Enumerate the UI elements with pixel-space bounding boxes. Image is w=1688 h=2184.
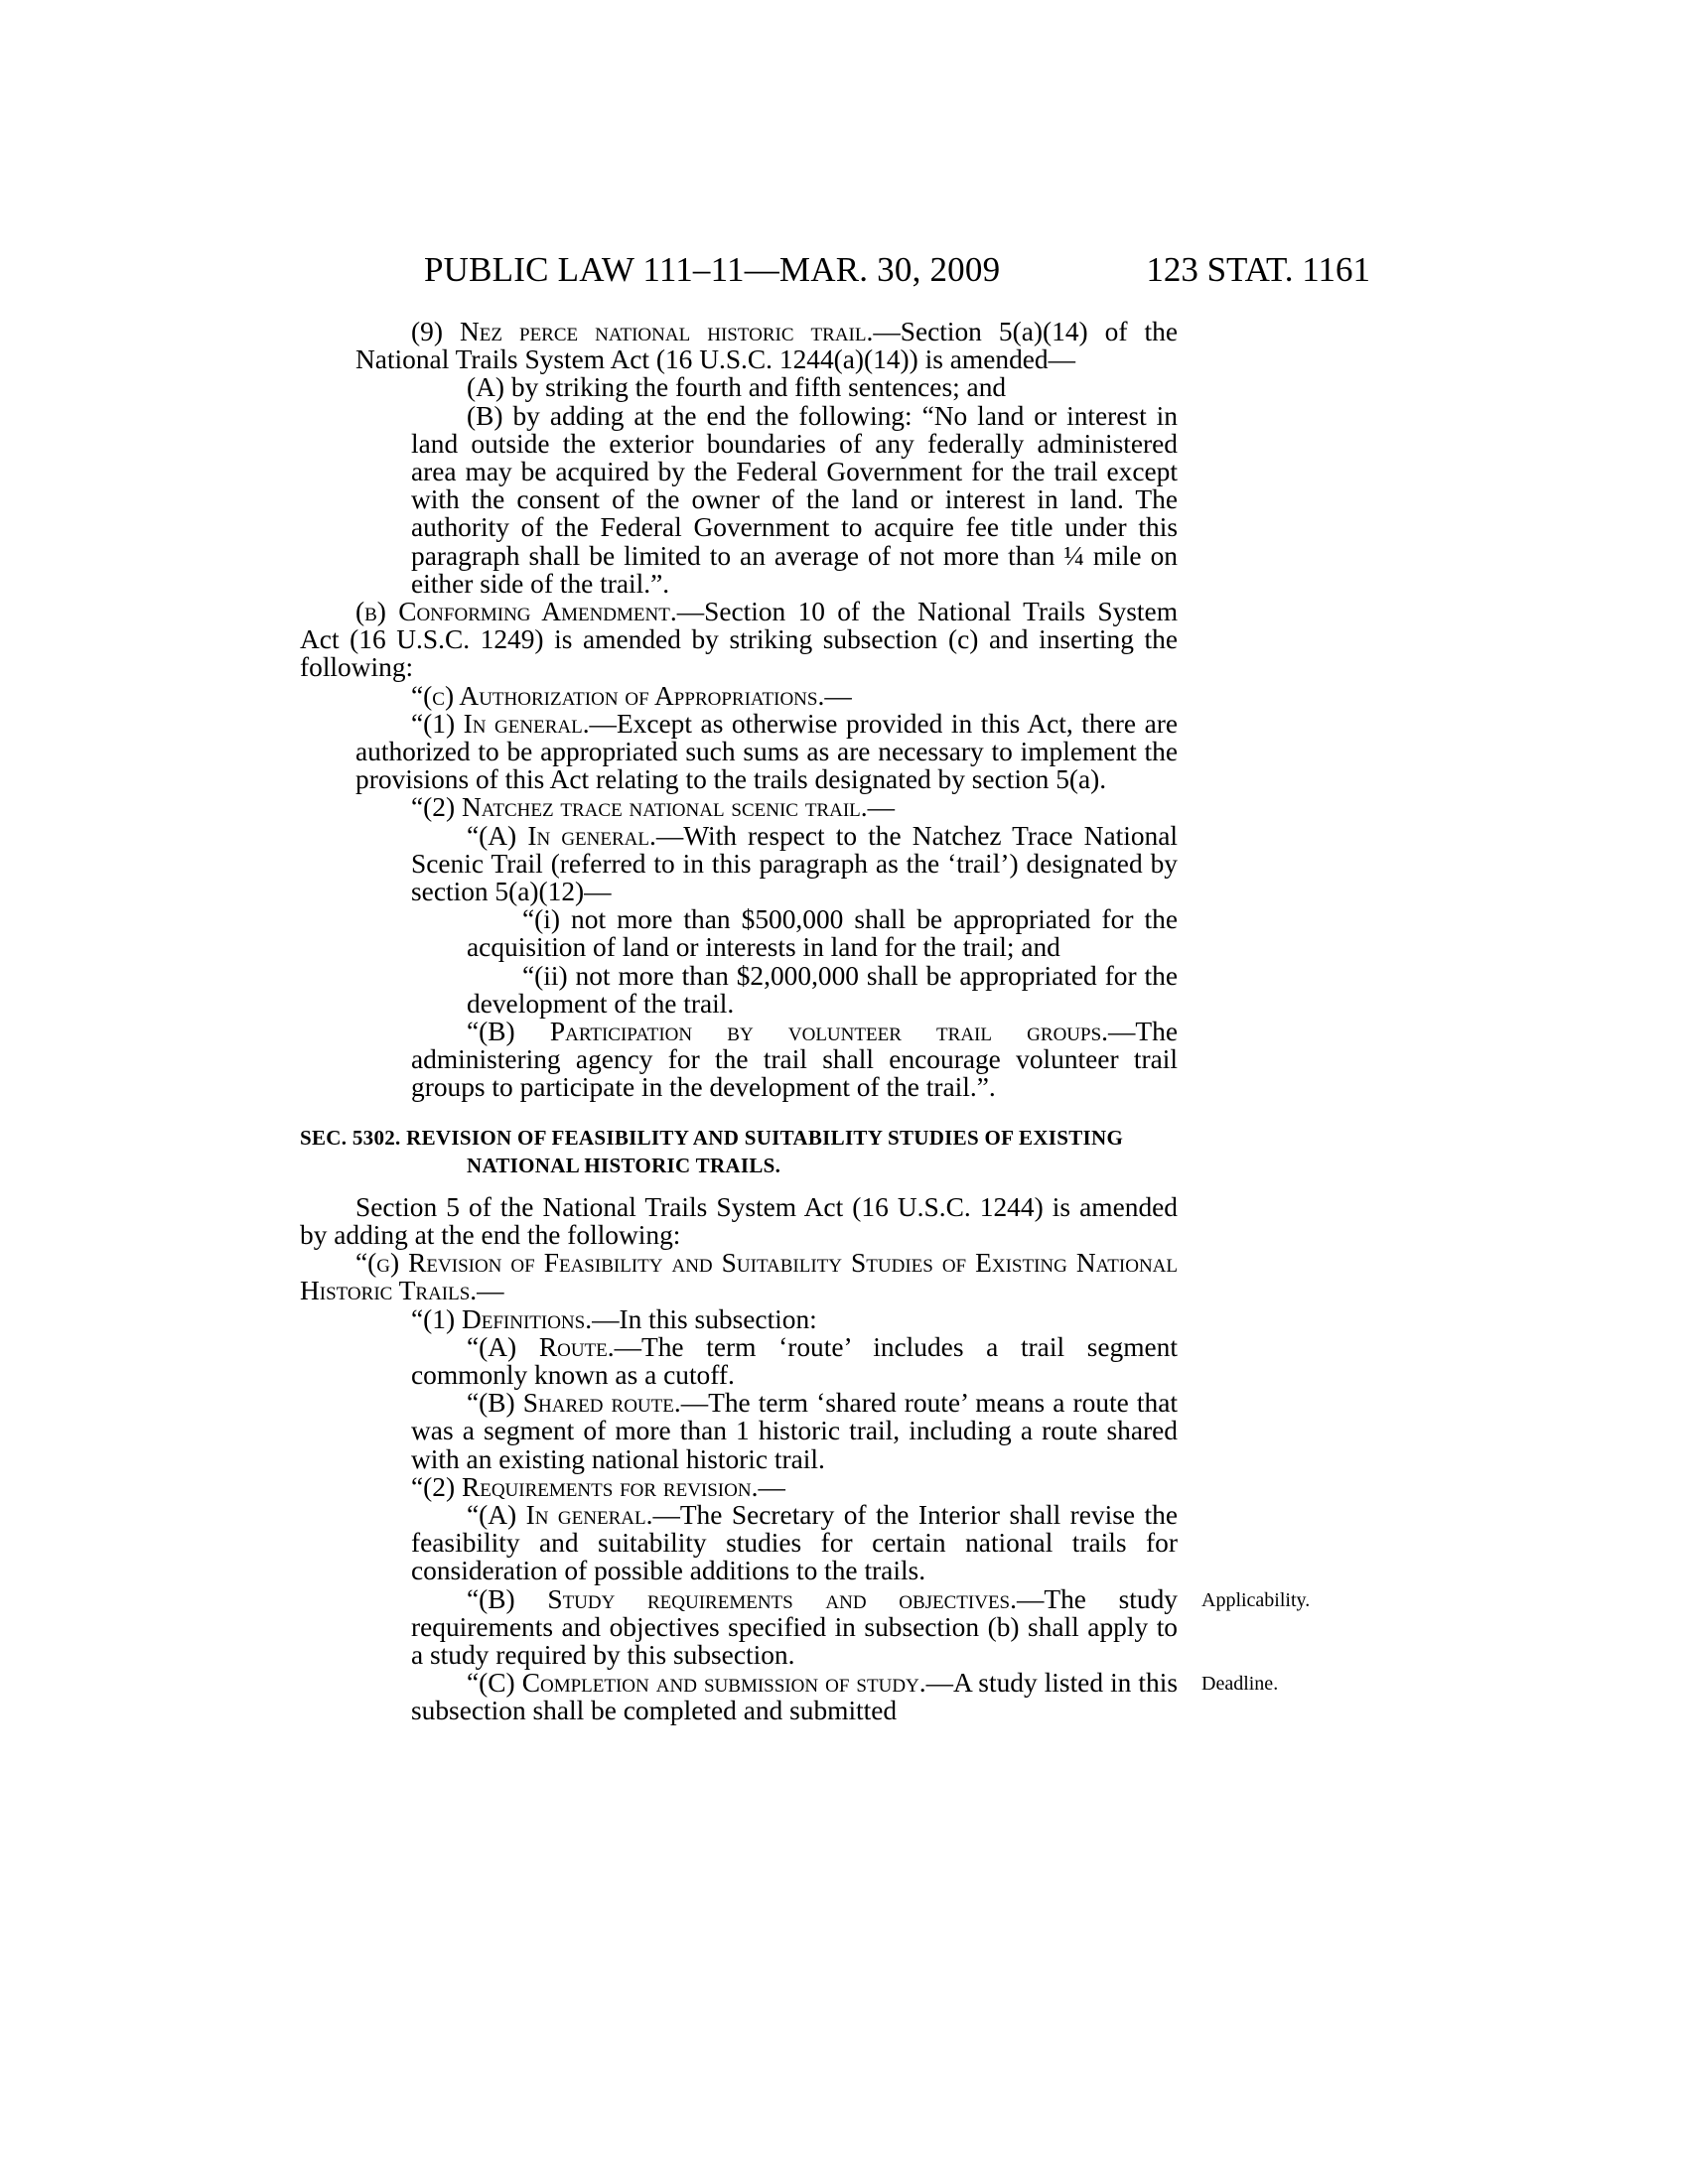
provision-text: —The study requirements and objectives specified in subsection (b) shall apply to a study required by this subsection.	[411, 1583, 1178, 1670]
document-body	[300, 318, 1178, 1725]
provision-text: —The term ‘route’ includes a trail segment commonly known as a cutoff.	[411, 1331, 1178, 1390]
provision-text: “(ii) not more than $2,000,000 shall be appropriated for the development of the trail.	[467, 960, 1178, 1019]
provision-heading: “(B) Study requirements and objectives.	[467, 1583, 1017, 1614]
provision-heading: “(c) Authorization of Appropriations.	[411, 680, 825, 711]
section-heading: SEC. 5302. REVISION OF FEASIBILITY AND SUITABILITY STUDIES OF EXISTING NATIONAL HISTORIC TRAILS.	[300, 1125, 1124, 1177]
paragraph	[355, 682, 1178, 710]
paragraph	[300, 598, 1178, 682]
margin-note-applicability: Applicability.	[1201, 1588, 1311, 1611]
provision-text: —	[477, 1276, 504, 1306]
provision-heading: “(A) Route.	[467, 1331, 615, 1362]
provision-heading: “(B) Shared route.	[467, 1388, 681, 1419]
paragraph	[355, 1473, 1178, 1501]
provision-heading: “(g) Revision of Feasibility and Suitability Studies of Existing National Historic Trails.	[300, 1248, 1178, 1306]
provision-text: —In this subsection:	[592, 1303, 817, 1334]
paragraph	[355, 1305, 1178, 1333]
paragraph	[411, 1389, 1178, 1473]
provision-heading: (b) Conforming Amendment.	[355, 597, 677, 627]
provision-text: —The administering agency for the trail shall encourage volunteer trail groups to participate in the development of the trail.”.	[411, 1017, 1178, 1103]
provision-text: —Section 5(a)(14) of the National Trails System Act (16 U.S.C. 1244(a)(14)) is amended—	[355, 317, 1178, 375]
provision-text: —	[824, 680, 852, 711]
provision-text: (A) by striking the fourth and fifth sentences; and	[467, 372, 1007, 403]
paragraph	[411, 1333, 1178, 1389]
running-header	[298, 250, 1370, 294]
provision-heading: “(A) In general.	[467, 820, 656, 851]
provision-text: —Except as otherwise provided in this Act, there are authorized to be appropriated such sums as are necessary to implement the provisions of this Act relating to the trails designated by section 5(a).	[355, 708, 1178, 795]
paragraph	[411, 373, 1178, 401]
provision-heading: “(2) Requirements for revision.	[411, 1471, 759, 1502]
provision-text: —	[867, 792, 895, 823]
paragraph	[411, 1585, 1178, 1670]
provision-text: Section 5 of the National Trails System Act (16 U.S.C. 1244) is amended by adding at the end the following:	[300, 1191, 1178, 1250]
paragraph	[411, 822, 1178, 906]
provision-text: —A study listed in this subsection shall be completed and submitted	[411, 1668, 1178, 1726]
provision-text: “(i) not more than $500,000 shall be appropriated for the acquisition of land or interests in land for the trail; and	[467, 904, 1178, 963]
provision-heading: “(1) In general.	[411, 708, 590, 739]
paragraph	[355, 710, 1178, 794]
paragraph	[411, 402, 1178, 598]
provision-heading: “(A) In general.	[467, 1499, 653, 1530]
provision-heading: “(C) Completion and submission of study.	[467, 1668, 926, 1699]
provision-heading: (9) Nez perce national historic trail.	[411, 317, 874, 346]
provision-text: —	[758, 1471, 785, 1502]
provision-text: —With respect to the Natchez Trace National Scenic Trail (referred to in this paragraph as the ‘trail’) designated by section 5(a)(12)—	[411, 820, 1178, 907]
paragraph	[300, 1249, 1178, 1304]
margin-note-deadline: Deadline.	[1201, 1673, 1279, 1696]
paragraph	[411, 1018, 1178, 1102]
paragraph	[411, 1669, 1178, 1724]
paragraph	[467, 905, 1178, 961]
paragraph	[355, 318, 1178, 373]
provision-heading: “(2) Natchez trace national scenic trail.	[411, 792, 868, 823]
paragraph	[411, 1501, 1178, 1585]
provision-text: —Section 10 of the National Trails System Act (16 U.S.C. 1249) is amended by striking subsection (c) and inserting the following:	[300, 597, 1178, 683]
provision-heading: “(B) Participation by volunteer trail groups.	[467, 1017, 1109, 1047]
paragraph	[467, 962, 1178, 1018]
provision-text: (B) by adding at the end the following: “No land or interest in land outside the exterior boundaries of any federally administered area may be acquired by the Federal Government for the trail except with the consent of the owner of the land or interest in land. The authority of the Federal Government to acquire fee title under this paragraph shall be limited to an average of not more than ¼ mile on either side of the trail.”.	[411, 400, 1178, 599]
provision-text: —The Secretary of the Interior shall revise the feasibility and suitability studies for certain national trails for consideration of possible additions to the trails.	[411, 1499, 1178, 1586]
page-number: 123 STAT. 1161	[1146, 250, 1370, 289]
provision-text: —The term ‘shared route’ means a route that was a segment of more than 1 historic trail, including a route shared with an existing national historic trail.	[411, 1388, 1179, 1474]
paragraph	[300, 1193, 1178, 1249]
paragraph	[355, 793, 1178, 821]
provision-heading: “(1) Definitions.	[411, 1303, 593, 1334]
running-head-title: PUBLIC LAW 111–11—MAR. 30, 2009	[424, 250, 1001, 289]
